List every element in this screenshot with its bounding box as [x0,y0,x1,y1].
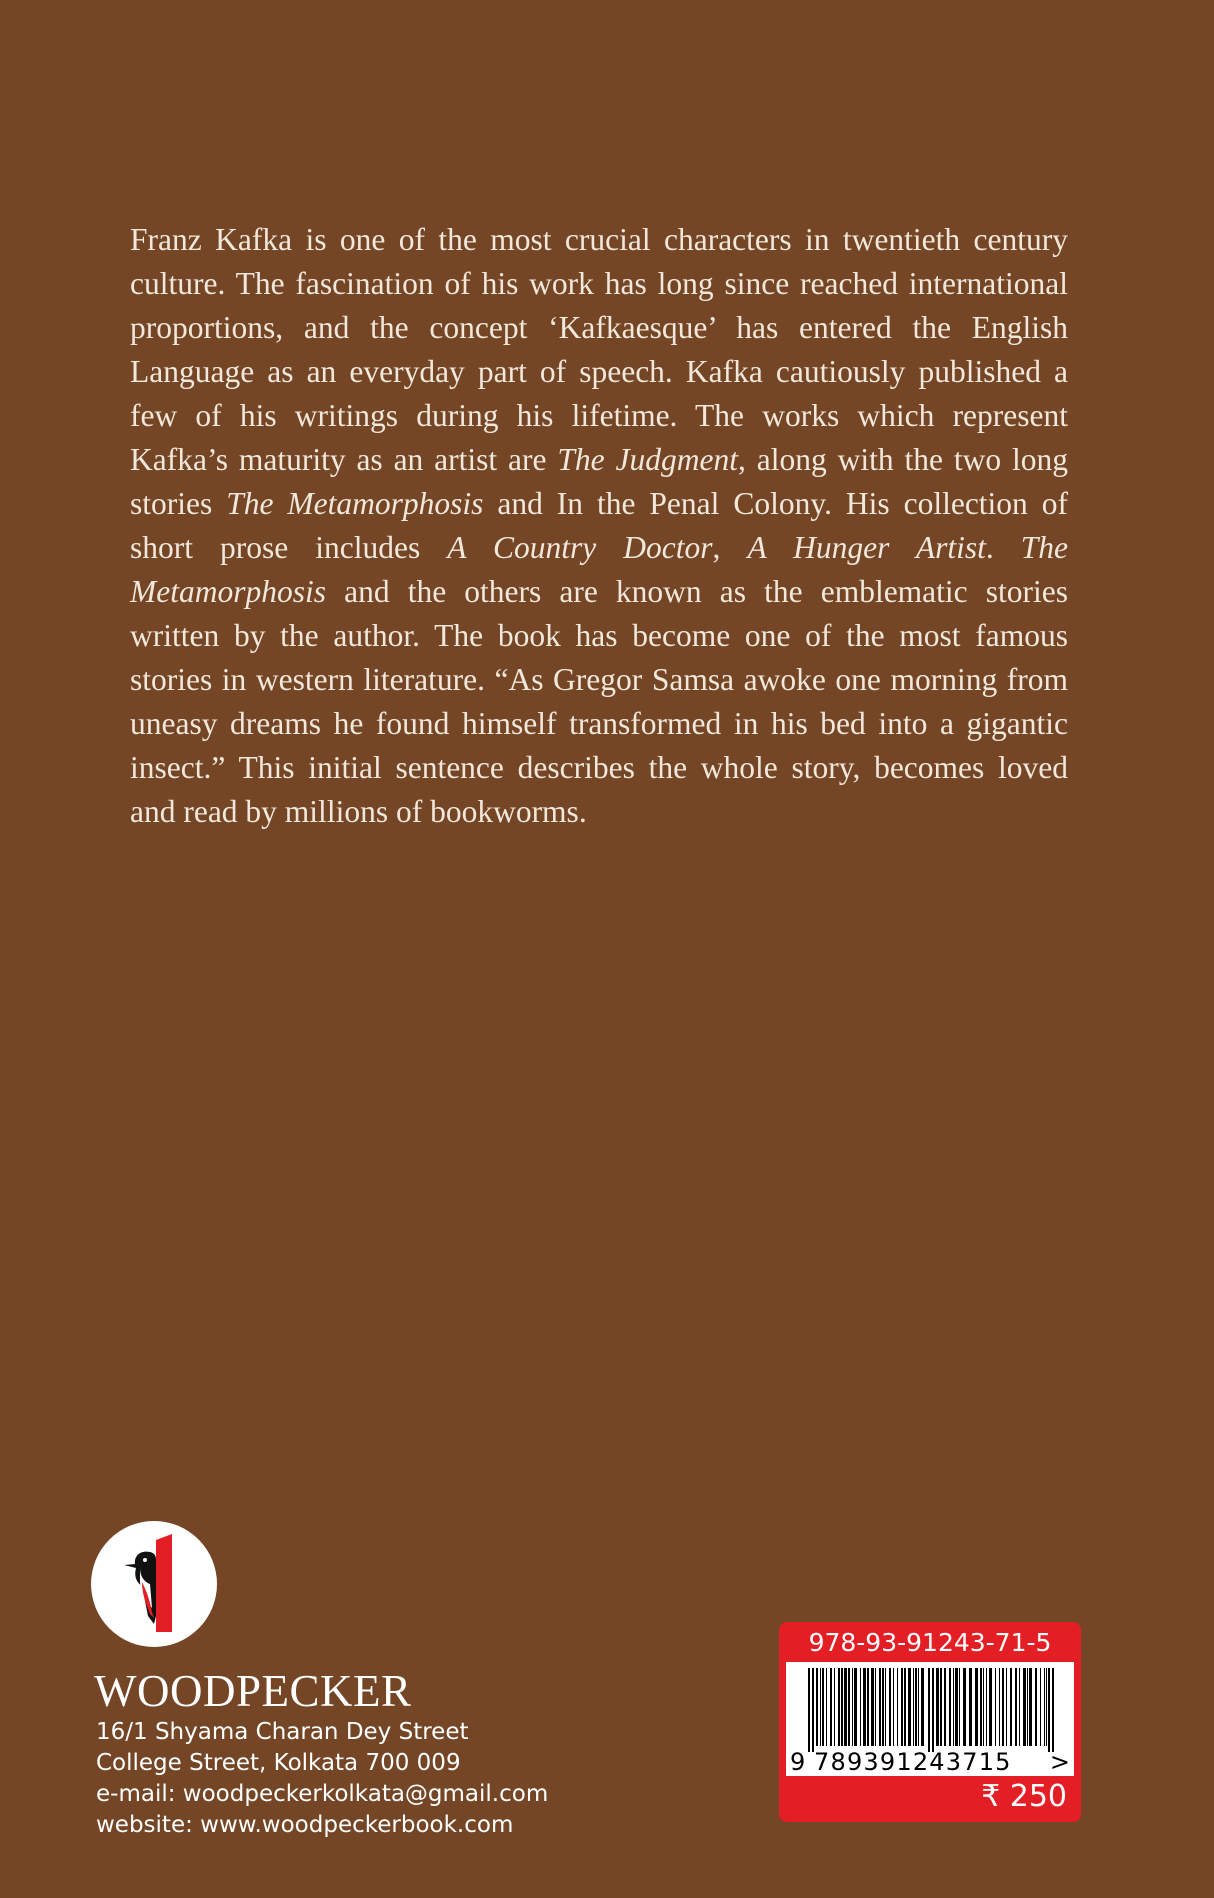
barcode-bar [852,1668,853,1746]
barcode-bar [844,1668,847,1746]
barcode-bar [816,1668,818,1746]
barcode-bar [848,1668,850,1746]
woodpecker-logo-icon [90,1520,218,1648]
barcode-bar [913,1668,914,1746]
barcode-digits [786,1748,1074,1776]
barcode-bar [904,1668,906,1746]
barcode-bar [936,1668,939,1746]
barcode-bars [786,1662,1074,1752]
blurb-text: Franz Kafka is one of the most crucial characters in twentieth century culture. The fascination of his work has long since reached international proportions, and the concept ‘Kafkaesque’ has entered the English Language as an everyday part of speech. Kafka cautiously published a few of his writings during his lifetime. The works which represent Kafka’s maturity as an artist are [130,222,1068,477]
barcode-bar [889,1668,891,1746]
barcode-bar [944,1668,946,1746]
barcode-bar [860,1668,861,1746]
barcode-bar [1040,1668,1041,1746]
barcode-bar [1015,1668,1017,1746]
barcode-bar [834,1668,835,1746]
barcode-bar [1010,1668,1012,1746]
barcode-bar [963,1668,966,1746]
barcode-bar [999,1668,1000,1746]
barcode-bar [1035,1668,1037,1746]
barcode-bar [1044,1668,1045,1746]
publisher-address-block [96,1717,548,1841]
barcode-main-digits: 789391243715 [814,1748,1012,1776]
barcode-bar [863,1668,866,1746]
publisher-website: website: www.woodpeckerbook.com [96,1812,514,1838]
blurb-text: , [712,530,748,565]
barcode-bar [918,1668,919,1746]
barcode-bar [921,1668,924,1746]
barcode-bar [812,1668,814,1752]
barcode-bar [1002,1668,1004,1746]
barcode-bar [901,1668,903,1746]
barcode-bar [893,1668,894,1746]
publisher-name: WOODPECKER [94,1666,412,1716]
barcode-bar [897,1668,898,1746]
price-label: ₹ 250 [981,1779,1067,1814]
barcode-bar [1052,1668,1054,1752]
back-cover-blurb [130,218,1068,834]
barcode-bar [830,1668,832,1746]
barcode-bar [822,1668,824,1746]
barcode-bar [808,1668,810,1752]
barcode-bar [908,1668,911,1746]
barcode [786,1662,1074,1776]
blurb-text: . [985,530,1021,565]
barcode-bar [1023,1668,1026,1746]
barcode-bar [875,1668,876,1746]
address-line-1: 16/1 Shyama Charan Dey Street [96,1719,469,1745]
barcode-bar [820,1668,821,1746]
barcode-bar [1006,1668,1007,1746]
barcode-bar [838,1668,840,1746]
barcode-bar [885,1668,886,1746]
barcode-bar [867,1668,869,1746]
barcode-bar [953,1668,954,1746]
barcode-bar [854,1668,857,1746]
blurb-title-hunger-artist: A Hunger Artist [747,530,986,565]
barcode-bar [826,1668,827,1746]
barcode-bar [940,1668,942,1746]
isbn-price-box [779,1622,1081,1822]
barcode-bar [928,1668,930,1752]
barcode-bar [989,1668,992,1746]
barcode-bar [986,1668,987,1746]
barcode-bar [955,1668,958,1746]
barcode-bar [915,1668,917,1746]
barcode-bar [959,1668,960,1746]
barcode-bar [1027,1668,1028,1746]
barcode-bar [983,1668,984,1746]
address-line-2: College Street, Kolkata 700 009 [96,1750,461,1776]
barcode-bar [841,1668,843,1746]
barcode-bar [975,1668,978,1746]
barcode-bar [932,1668,934,1752]
barcode-bar [1029,1668,1032,1746]
barcode-bar [1019,1668,1020,1746]
blurb-title-judgment: The Judgment [557,442,738,477]
blurb-text: , along with the two long stories [130,442,1068,521]
publisher-email: e-mail: woodpeckerkolkata@gmail.com [96,1781,549,1807]
barcode-bar [882,1668,884,1746]
blurb-text: and In the Penal Colony. His collection of short prose includes [130,486,1068,565]
barcode-bar [871,1668,874,1746]
blurb-text: and the others are known as the emblematic stories written by the author. The book has become one of the most famous stories in western literature. “As Gregor Samsa awoke one morning from uneasy dreams he found himself transformed in his bed into a gigantic insect.” This initial sentence describes the whole story, becomes loved and read by millions of bookworms. [130,574,1068,829]
barcode-bar [949,1668,951,1746]
barcode-bar [879,1668,881,1746]
barcode-first-digit: 9 [790,1748,806,1776]
blurb-title-metamorphosis-2: The Metamorphosis [130,530,1069,609]
barcode-bar [969,1668,972,1746]
barcode-bar [1046,1668,1047,1746]
barcode-bar [995,1668,996,1746]
blurb-title-metamorphosis: The Metamorphosis [226,486,484,521]
barcode-arrow: > [1049,1748,1070,1776]
blurb-title-country-doctor: A Country Doctor [447,530,713,565]
isbn-number: 978-93-91243-71-5 [808,1628,1052,1657]
barcode-bar [1048,1668,1050,1752]
barcode-bar [980,1668,982,1746]
